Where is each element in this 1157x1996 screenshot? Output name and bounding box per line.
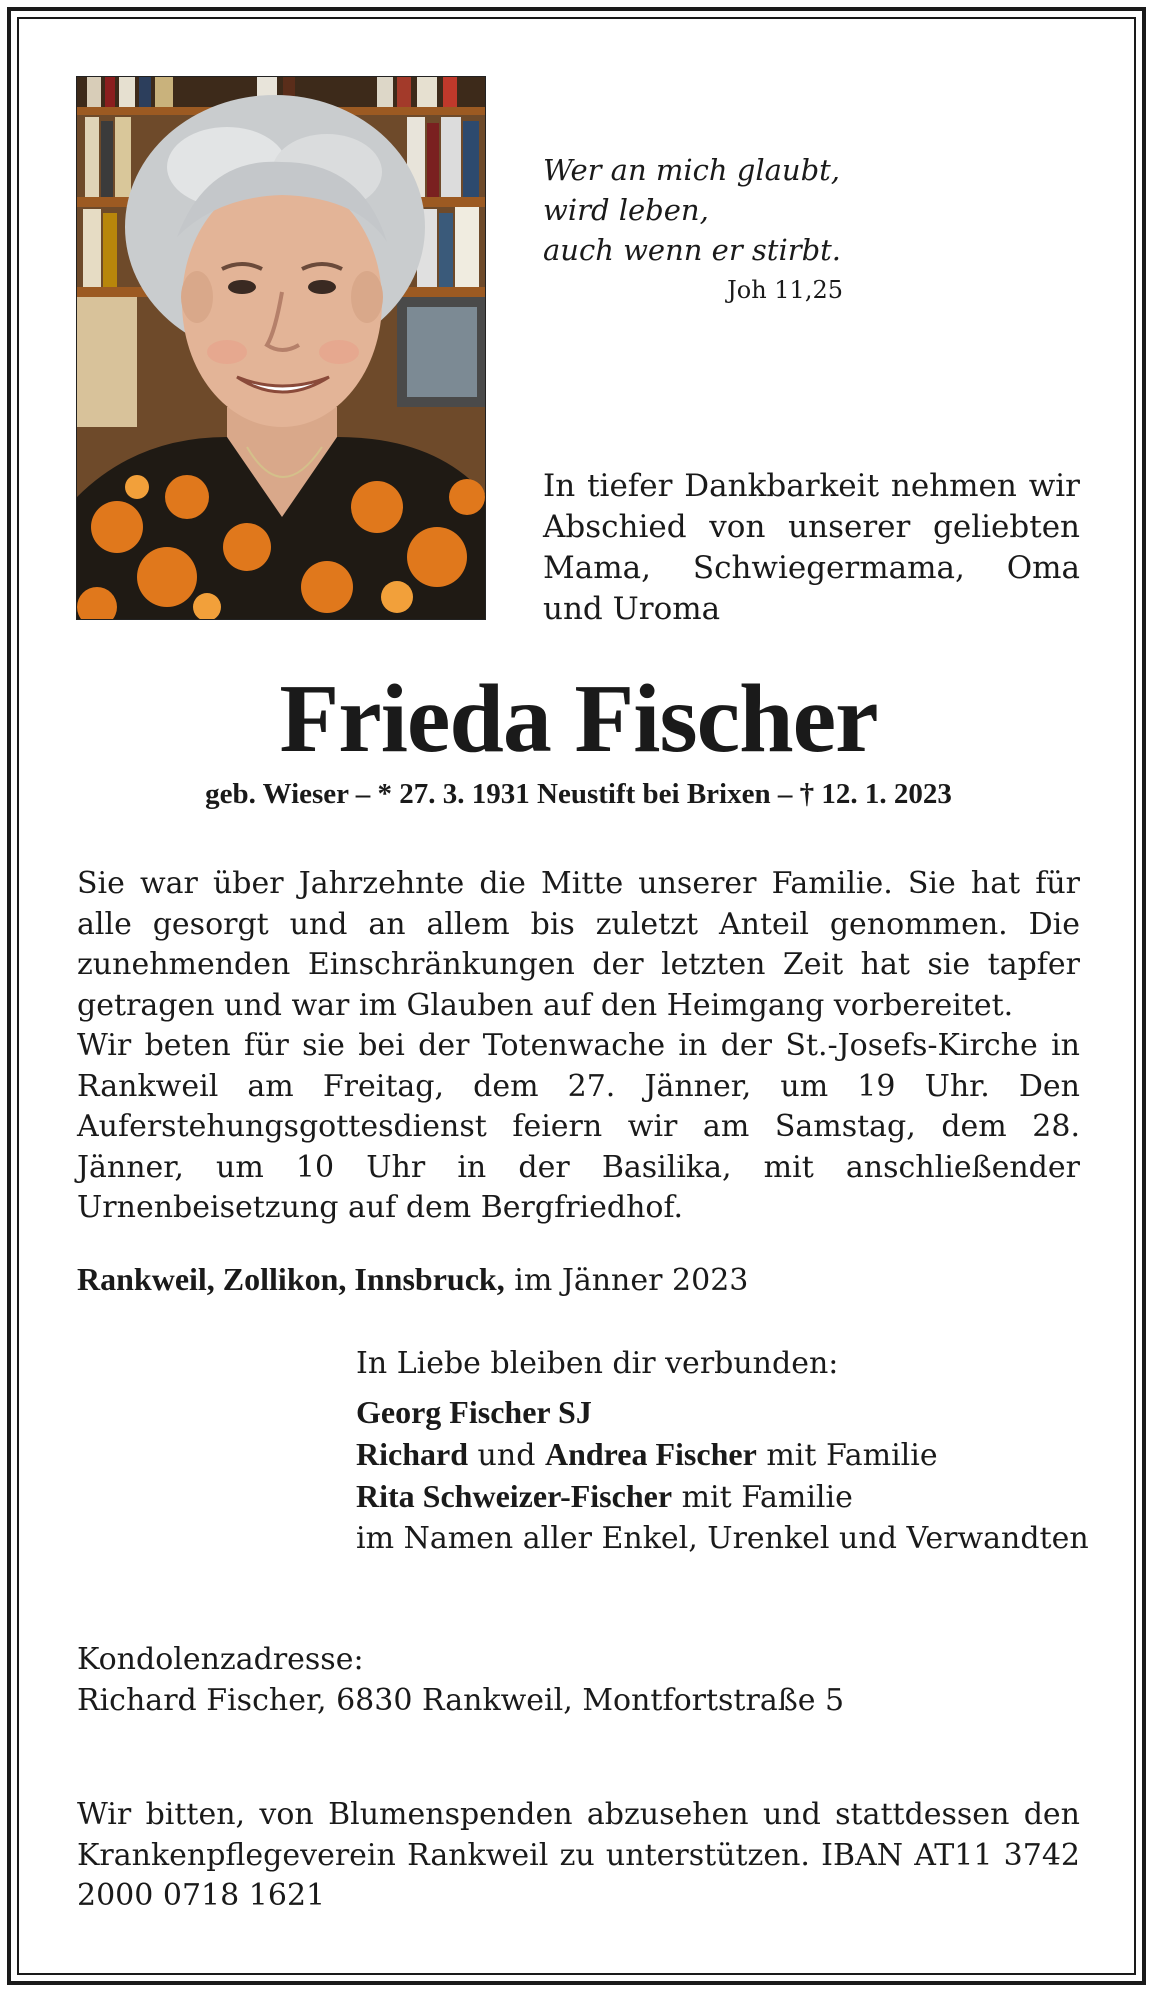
bible-verse <box>543 150 843 270</box>
condolence-label: Kondolenzadresse: <box>77 1642 364 1677</box>
places: Rankweil, Zollikon, Innsbruck, <box>77 1261 505 1297</box>
family-member <box>356 1434 1080 1476</box>
gratitude-statement: In tiefer Dankbarkeit nehmen wir Abschied von unserer geliebten Mama, Schwiegermama, Oma und Uroma <box>543 468 1080 627</box>
family-closing: im Namen aller Enkel, Urenkel und Verwandten <box>356 1521 1089 1556</box>
portrait-illustration <box>77 77 486 620</box>
verse-line: auch wenn er stirbt. <box>543 233 842 267</box>
member-name: Rita Schweizer-Fischer <box>356 1478 673 1514</box>
verse-reference: Joh 11,25 <box>727 276 843 304</box>
verse-line: Wer an mich glaubt, <box>543 153 841 187</box>
portrait-photo <box>76 76 486 620</box>
date: im Jänner 2023 <box>514 1263 749 1298</box>
life-dates: geb. Wieser – * 27. 3. 1931 Neustift bei Brixen – † 12. 1. 2023 <box>205 778 952 810</box>
service-paragraph: Wir beten für sie bei der Totenwache in der St.-Josefs-Kirche in Rankweil am Freitag, dem 27. Jänner, um 19 Uhr. Den Auferstehungsgottesdienst feiern wir am Samstag, dem 28. Jänner, um 10 Uhr in der Basilika, mit anschließender Urnenbeisetzung auf dem Bergfriedhof. <box>77 1028 1080 1225</box>
condolence-address <box>77 1639 844 1721</box>
member-name: Richard <box>356 1436 468 1472</box>
member-name: Andrea Fischer <box>544 1436 757 1472</box>
obituary-text <box>77 864 1080 1229</box>
family-member <box>356 1476 1080 1518</box>
obituary-paragraph: Sie war über Jahrzehnte die Mitte unserer Familie. Sie hat für alle gesorgt und an allem bis zuletzt Anteil genommen. Die zunehmenden Einschränkungen der letzten Zeit hat sie tapfer getragen und war im Glauben auf den Heimgang vorbereitet. <box>77 866 1080 1023</box>
family-member <box>356 1392 1080 1434</box>
member-name: Georg Fischer SJ <box>356 1394 592 1430</box>
verse-line: wird leben, <box>543 193 709 227</box>
with-family: mit Familie <box>681 1480 853 1515</box>
place-date-line <box>77 1261 748 1298</box>
connector: und <box>477 1438 536 1473</box>
family-list <box>356 1343 1089 1559</box>
deceased-name: Frieda Fischer <box>279 665 878 773</box>
family-intro: In Liebe bleiben dir verbunden: <box>356 1346 839 1381</box>
condolence-address-line: Richard Fischer, 6830 Rankweil, Montfortstraße 5 <box>77 1683 845 1718</box>
donation-request: Wir bitten, von Blumenspenden abzusehen und stattdessen den Krankenpflegeverein Rankweil zu unterstützen. IBAN AT11 3742 2000 0718 1621 <box>77 1797 1080 1913</box>
with-family: mit Familie <box>766 1438 938 1473</box>
